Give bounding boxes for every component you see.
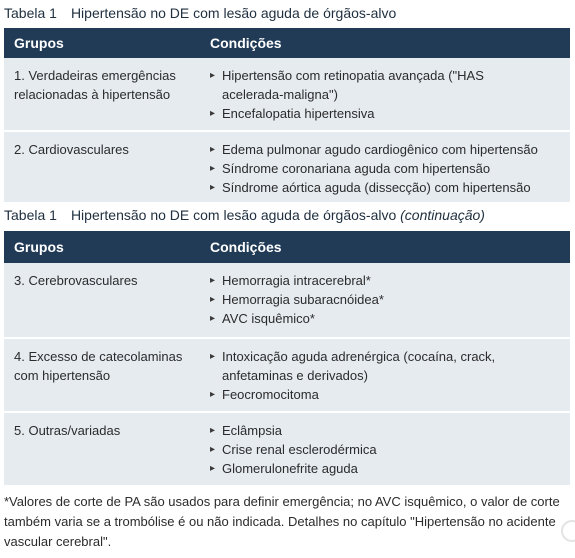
caption-number: Tabela 1 [4,5,57,21]
condition-line: ▸ Encefalopatia hipertensiva [222,106,375,121]
group-cell [4,140,202,202]
caption-number: Tabela 1 [4,207,57,223]
conditions-cell [202,271,570,337]
condition-line: anfetaminas e derivados) [222,368,368,383]
group-line: com hipertensão [14,368,111,383]
group-line: 2. Cardiovasculares [14,142,129,157]
condition-line: ▸ Síndrome aórtica aguda (dissecção) com hipertensão [222,180,531,195]
group-cell [4,421,202,485]
table-row [4,411,570,485]
condition-item [210,178,570,197]
caption-continued: (continuação) [400,207,485,223]
conditions-cell [202,140,570,202]
condition-item [210,159,570,178]
group-cell [4,271,202,337]
condition-item [210,290,570,309]
table-part-1 [4,28,570,202]
table-row [4,130,570,202]
conditions-cell [202,421,570,485]
table-caption [4,5,396,21]
condition-item [210,459,570,478]
condition-line: ▸ Hemorragia subaracnóidea* [222,292,384,307]
group-line: 4. Excesso de catecolaminas [14,349,183,364]
condition-line: ▸ Glomerulonefrite aguda [222,461,358,476]
header-groups: Grupos [14,35,64,51]
condition-item [210,271,570,290]
condition-item [210,309,570,328]
condition-item [210,421,570,440]
group-cell [4,347,202,411]
table-header [4,28,570,58]
group-line: relacionadas à hipertensão [14,87,171,102]
group-line: 3. Cerebrovasculares [14,273,138,288]
condition-line: ▸ Hemorragia intracerebral* [222,273,371,288]
table-row [4,337,570,411]
condition-item [210,66,570,104]
group-cell [4,66,202,130]
condition-line: ▸ Síndrome coronariana aguda com hipertensão [222,161,491,176]
header-conditions: Condições [210,35,282,51]
condition-item [210,104,570,123]
condition-line: ▸ Edema pulmonar agudo cardiogênico com hipertensão [222,142,538,157]
table-row [4,58,570,130]
condition-line: ▸ Crise renal esclerodérmica [222,442,377,457]
condition-item [210,440,570,459]
table-part-2 [4,231,570,485]
condition-line: ▸ AVC isquêmico* [222,311,315,326]
condition-item [210,385,570,404]
header-conditions: Condições [210,239,282,255]
table-caption-continued [4,207,485,223]
group-line: 1. Verdadeiras emergências [14,68,176,83]
condition-line: acelerada-maligna") [222,87,338,102]
condition-line: ▸ Feocromocitoma [222,387,319,402]
table-row [4,263,570,337]
group-line: 5. Outras/variadas [14,423,121,438]
condition-line: ▸ Hipertensão com retinopatia avançada ("HAS [222,68,484,83]
condition-item [210,347,570,385]
conditions-cell [202,66,570,130]
table-footnote: *Valores de corte de PA são usados para definir emergência; no AVC isquêmico, o valor de corte também varia se a trombólise é ou não indicada. Detalhes no capítulo "Hipertensão no acidente vascular cerebral". [4,494,560,549]
caption-title: Hipertensão no DE com lesão aguda de órgãos-alvo [70,207,397,223]
condition-line: ▸ Intoxicação aguda adrenérgica (cocaína, crack, [222,349,496,364]
conditions-cell [202,347,570,411]
header-groups: Grupos [14,239,64,255]
caption-title: Hipertensão no DE com lesão aguda de órgãos-alvo [70,5,397,21]
condition-line: ▸ Eclâmpsia [222,423,282,438]
condition-item [210,140,570,159]
table-header [4,231,570,263]
